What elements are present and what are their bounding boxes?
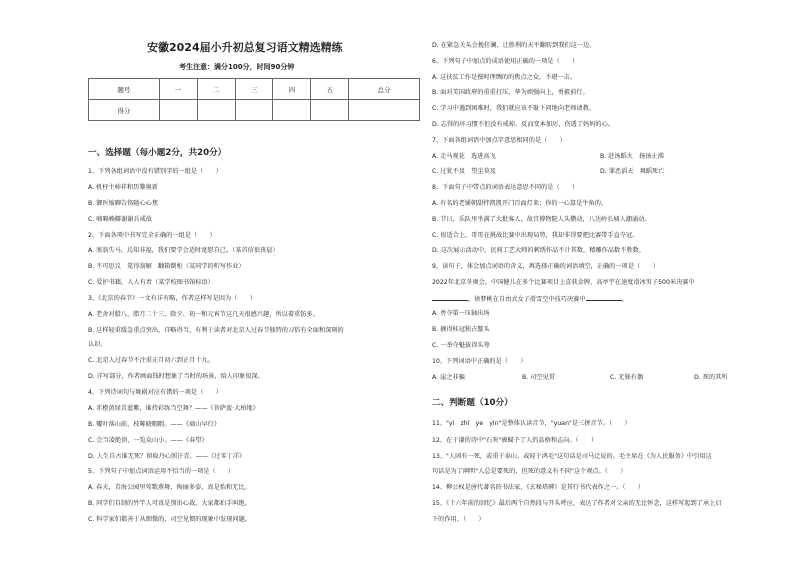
option[interactable]: A. 这扶贫工作是慢时理绸的的焦点之众，不堪一击。 bbox=[432, 74, 577, 81]
judgment-item[interactable]: 12、在于谦的诗中"石灰"被赋予了人的品格和志向。（ ） bbox=[432, 437, 598, 444]
judgment-item-continuation: 句话是为了阐明"人总是要死的，但死的意义有不同"这个观点。（ ） bbox=[432, 468, 627, 475]
judgment-item[interactable]: 14、柳公权是唐代著名的书法家，《玄秘塔碑》是其行书代表作之一。（ ） bbox=[432, 484, 645, 491]
question-stem: 2、下面各项中书写完全正确的一组是（ ） bbox=[88, 232, 216, 239]
option[interactable]: C. 一举夺魁拔得头筹 bbox=[432, 342, 490, 349]
option[interactable]: C. 很适合上，哥哥在挑战比赛中出现局势，我却非得要把比赛带手直夺冠。 bbox=[432, 232, 639, 239]
judgment-item[interactable]: 13、"人固有一死，或重于泰山，或轻于鸿毛"这句话是司马迁说的。毛主席在《为人民服务》中引用这 bbox=[432, 453, 712, 460]
score-input-cell[interactable] bbox=[235, 100, 273, 121]
option[interactable]: C. 嘀嗝赖僻谢谢兵戒故 bbox=[88, 216, 152, 223]
option[interactable]: D. 详写部分，作者画面钱时想象了当时的场景，给人印象很深。 bbox=[88, 373, 264, 380]
score-cell: 一 bbox=[159, 79, 197, 100]
score-input-cell[interactable] bbox=[273, 100, 311, 121]
score-input-cell[interactable] bbox=[159, 100, 197, 121]
score-table bbox=[88, 78, 420, 121]
option[interactable]: A. 走马观花 选进高飞 bbox=[432, 153, 496, 160]
option[interactable]: C. 学习中遇到困难时，我们就应该不耻下问地向老师请教。 bbox=[432, 105, 595, 112]
option[interactable]: A. 塞翁失马，焉知非福，我们要学会适时宽慰自己。（某首信很丧晨） bbox=[88, 247, 279, 254]
question-stem: 4、下列诗词句与舞剧对应有错的一项是（ ） bbox=[88, 389, 222, 396]
option-continuation: 认识。 bbox=[88, 341, 107, 348]
score-table-header-row bbox=[89, 79, 420, 100]
judgment-item-continuation: 下的作用。（ ） bbox=[432, 516, 485, 523]
question-stem: 3、《北京的春节》一文有详有略，作者这样写是因为（ ） bbox=[88, 295, 256, 302]
passage-text: ，徐梦桃在自由式女子滑雪空中技巧决赛中 bbox=[468, 296, 586, 303]
option[interactable]: C. 北京人过春节不注重正月初六到正月十九。 bbox=[88, 357, 214, 364]
score-cell: 得分 bbox=[89, 100, 160, 121]
score-cell: 四 bbox=[273, 79, 311, 100]
section-heading: 二、判断题（10分） bbox=[432, 398, 513, 408]
score-table-score-row bbox=[89, 100, 420, 121]
option[interactable]: B. 同学们自制的竹竿人可真是别出心裁，大家都拍手叫绝。 bbox=[88, 500, 251, 507]
score-cell: 三 bbox=[235, 79, 273, 100]
option[interactable]: A. 老舍对腊八、腊月二十三、除夕、初一和元宵节这几天很感兴趣，所以着重钫多。 bbox=[88, 311, 319, 318]
option[interactable]: B. 司空见贯 bbox=[522, 374, 555, 381]
judgment-item[interactable]: 15、《十六年前的回忆》最后两个自然段与开头呼应，表达了作者对父亲的无比怀念，这样写起到了承上启 bbox=[432, 500, 722, 507]
option[interactable]: D. 死的其所 bbox=[694, 374, 728, 381]
question-passage: 2022年北京冬奥会，中国健儿在多个比赛项目上喜获金牌，高亭宇在速度滑冰男子500米决赛中 bbox=[432, 279, 695, 286]
option[interactable]: A. 崖之非骗 bbox=[432, 374, 465, 381]
question-stem: 5、下列句子中加点词语运用不恰当的一项是（ ） bbox=[88, 468, 235, 475]
score-input-cell[interactable] bbox=[197, 100, 235, 121]
option[interactable]: B. 节日，乐队里坐满了大批客人，故宫博物院人头攒动，八达岭长城人潮涌动。 bbox=[432, 216, 651, 223]
option[interactable]: B. 摘得桂冠独占鳌头 bbox=[432, 326, 490, 333]
question-stem: 6、下列句子中加点的成语使用正确的一项是（ ） bbox=[432, 58, 579, 65]
option[interactable]: B. 御医缩聊告恪随心心焦 bbox=[88, 200, 159, 207]
option[interactable]: C. 过犹不及 望尘莫及 bbox=[432, 168, 496, 175]
fill-blank[interactable] bbox=[432, 294, 468, 301]
score-input-cell[interactable] bbox=[349, 100, 420, 121]
score-cell: 题号 bbox=[89, 79, 160, 100]
question-stem: 1、下列各组词语中没有错别字的一组是（ ） bbox=[88, 168, 222, 175]
option[interactable]: B. 赴汤蹈火 扬汤止沸 bbox=[600, 153, 664, 160]
option[interactable]: D. 这次展示活动中，民间工艺大师的刺绣作品不计其数，精雕作品数不胜数。 bbox=[432, 247, 645, 254]
option[interactable]: D. 罪恶滔天 舞蹈死亡 bbox=[600, 168, 665, 175]
option[interactable]: C. 爱护书籍，人人有责（某学校图书馆标语） bbox=[88, 279, 214, 286]
option[interactable]: A. 机杼主棹祥和历黎奥新 bbox=[88, 184, 158, 191]
option[interactable]: C. 无独有偶 bbox=[610, 374, 644, 381]
option[interactable]: C. 科学家们都善于从细微的、司空见惯的现象中发现问题。 bbox=[88, 516, 251, 523]
option[interactable]: D. 人生自古谁无死？留取丹心照汗青。——《过零丁洋》 bbox=[88, 453, 246, 460]
option[interactable]: A. 赤橙黄绿青蓝紫，谁持彩练当空舞？——《菩萨蛮·大柏地》 bbox=[88, 405, 259, 412]
page-title: 安徽2024届小升初总复习语文精选精练 bbox=[147, 41, 343, 54]
option[interactable]: A. 勇夺第一压轴出场 bbox=[432, 310, 490, 317]
option[interactable]: A. 春天，青海公园里莺歌燕舞，绚丽多姿，真是怡和无比。 bbox=[88, 484, 251, 491]
option[interactable]: B. 这样轻重缓急重点突出，详略得当，有利于读者对北京人过春节独特的习俗有全面和深刻的 bbox=[88, 327, 344, 334]
question-stem: 7、下面各组词语中加点字意思相同的是（ ） bbox=[432, 137, 566, 144]
option[interactable]: B. 面对美国政府的重重打压，华为顽强向上，勇毅前行。 bbox=[432, 89, 589, 96]
question-stem: 9、读句子，体会加点词语的含义，再选择正确的词语填空，正确的一项是（ ） bbox=[432, 263, 659, 270]
score-input-cell[interactable] bbox=[311, 100, 349, 121]
exam-notice: 考生注意：满分100分，时间90分钟 bbox=[179, 63, 295, 71]
question-stem: 10、下列词语中正确的是（ ） bbox=[432, 358, 527, 365]
score-cell: 二 bbox=[197, 79, 235, 100]
option[interactable]: B. 不可思议 笕得翁解 翻箱倒柜（某同学的听写作业） bbox=[88, 263, 245, 270]
section-heading: 一、选择题（每小题2分，共20分） bbox=[88, 148, 227, 158]
fill-blank[interactable] bbox=[586, 294, 622, 301]
judgment-item[interactable]: 11、"yì zhǐ ye yìn"是整体认读音节，"yuan"是三拼音节。（ ） bbox=[432, 420, 631, 427]
option[interactable]: D. 在紧急关头会挽狂澜，让胜利的天平翻转到我们这一边。 bbox=[432, 42, 596, 49]
question-passage: ，徐梦桃在自由式女子滑雪空中技巧决赛中 。 bbox=[432, 294, 628, 304]
score-cell: 五 bbox=[311, 79, 349, 100]
option[interactable]: A. 有名的老铺朝甜拌凯凯开门百面灯来；你的一心算是牛角的。 bbox=[432, 200, 608, 207]
option[interactable]: D. 志得的坏习惯不但没有戒掉，反而变本加厉，伤透了妈妈的心。 bbox=[432, 121, 614, 128]
option[interactable]: C. 会当凌绝顶，一览众山小。——《春望》 bbox=[88, 437, 208, 444]
score-cell: 总分 bbox=[349, 79, 420, 100]
question-stem: 8、下面句子中带点的词语表达意思不同的是（ ） bbox=[432, 184, 579, 191]
option[interactable]: B. 瓣叶落山前，枝啄晓暇暇。——《商山早行》 bbox=[88, 421, 220, 428]
